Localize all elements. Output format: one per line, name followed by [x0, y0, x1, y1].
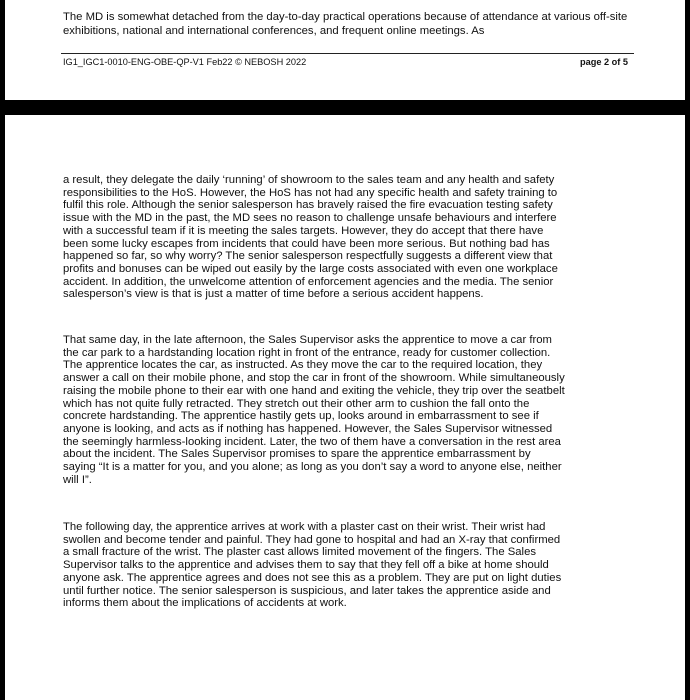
paragraph-delegation: a result, they delegate the daily ‘running’ of showroom to the sales team and any health and safety responsibilities to the HoS. However, the HoS has not had any specific health and safety training to fulfil this role. Although the senior salesperson has bravely raised the fire evacuation testing safety issue with the MD in the past, the MD sees no reason to challenge unsafe behaviours and interfere with a successful team if it is meeting the sales targets. However, they do accept that there have been some lucky escapes from incidents that could have been more serious. But nothing bad has happened so far, so why worry? The senior salesperson respectfully suggests a different view that profits and bonuses can be wiped out easily by the large costs associated with even one workplace accident. In addition, the unwelcome attention of enforcement agencies and the media. The senior salesperson’s view is that is just a matter of time before a serious accident happens. [63, 174, 558, 301]
footer-divider [61, 53, 634, 54]
footer-document-code: IG1_IGC1-0010-ENG-OBE-QP-V1 Feb22 © NEBOSH 2022 [63, 57, 307, 67]
document-page-top [5, 0, 685, 100]
footer-page-number: page 2 of 5 [580, 57, 628, 67]
document-page-bottom [5, 115, 685, 700]
paragraph-following-day: The following day, the apprentice arrives at work with a plaster cast on their wrist. Their wrist had swollen and become tender and painful. They had gone to hospital and had an X-ray that confirmed a small fracture of the wrist. The plaster cast allows limited movement of the fingers. The Sales Supervisor talks to the apprentice and advises them to say that they fell off a bike at home should anyone ask. The apprentice agrees and does not see this as a problem. They are put on light duties until further notice. The senior salesperson is suspicious, and later takes the apprentice aside and informs them about the implications of accidents at work. [63, 521, 562, 610]
paragraph-incident: That same day, in the late afternoon, the Sales Supervisor asks the apprentice to move a car from the car park to a hardstanding location right in front of the entrance, ready for customer collection. The apprentice locates the car, as instructed. As they move the car to the required location, they answer a call on their mobile phone, and stop the car in front of the showroom. While simultaneously raising the mobile phone to their ear with one hand and exiting the vehicle, they trip over the seatbelt which has not quite fully retracted. They stretch out their other arm to cushion the fall onto the concrete hardstanding. The apprentice hastily gets up, looks around in embarrassment to see if anyone is looking, and acts as if nothing has happened. However, the Sales Supervisor witnessed the seemingly harmless-looking incident. Later, the two of them have a conversation in the rest area about the incident. The Sales Supervisor promises to spare the apprentice embarrassment by saying “It is a matter for you, and you alone; as long as you don’t say a word to anyone else, neither will I”. [63, 334, 565, 486]
intro-text: The MD is somewhat detached from the day-to-day practical operations because of attendance at various off-site exhibitions, national and international conferences, and frequent online meetings. As [63, 11, 628, 38]
